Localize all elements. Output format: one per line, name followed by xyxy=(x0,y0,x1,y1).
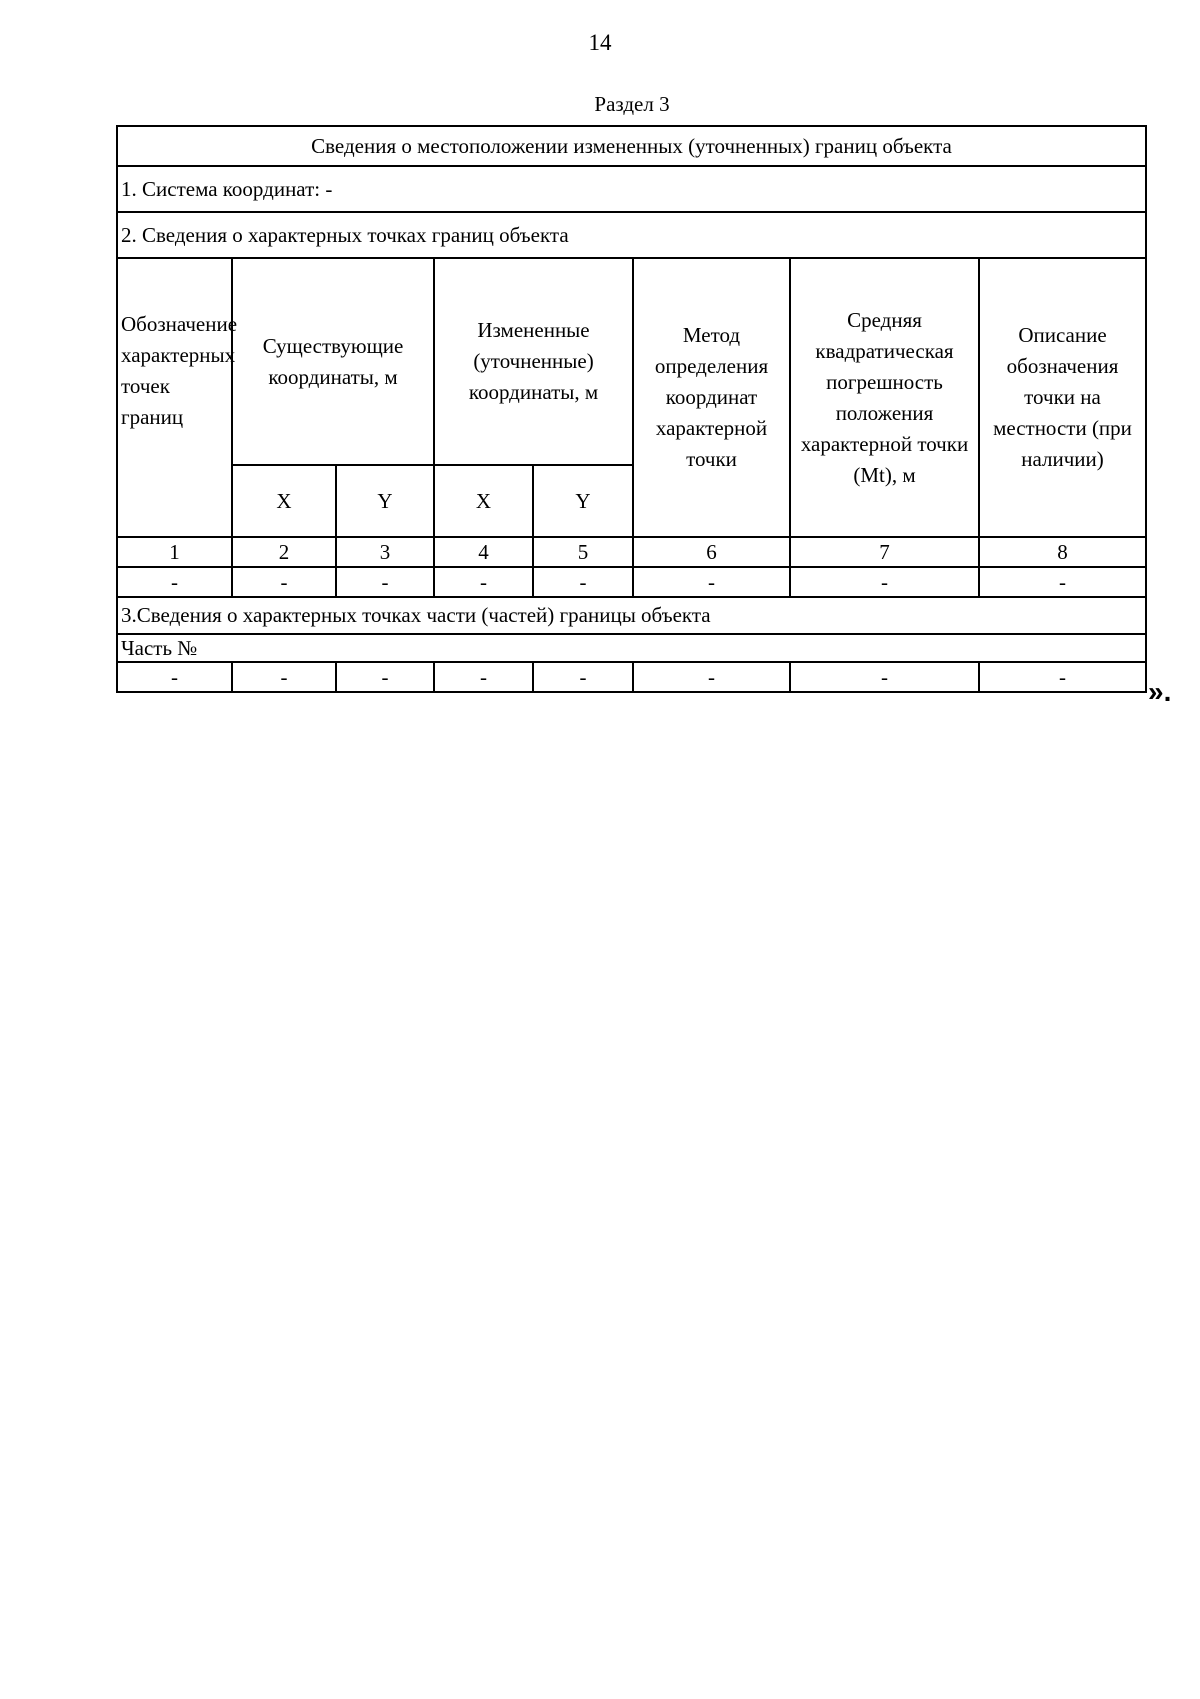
header-changed: Измененные (уточненные) координаты, м xyxy=(434,258,633,465)
boundary-points-table xyxy=(116,125,1147,693)
column-number: 1 xyxy=(117,537,232,567)
coord-system: 1. Система координат: - xyxy=(117,166,1146,212)
table-cell: - xyxy=(979,567,1146,597)
table-cell: - xyxy=(232,662,336,692)
column-number: 6 xyxy=(633,537,790,567)
table-cell: - xyxy=(117,567,232,597)
column-number: 7 xyxy=(790,537,979,567)
points-heading: 2. Сведения о характерных точках границ объекта xyxy=(117,212,1146,258)
column-numbers-row xyxy=(117,537,1146,567)
parts-heading: 3.Сведения о характерных точках части (частей) границы объекта xyxy=(117,597,1146,634)
column-number: 3 xyxy=(336,537,434,567)
column-number: 2 xyxy=(232,537,336,567)
table-cell: - xyxy=(979,662,1146,692)
table-cell: - xyxy=(533,662,633,692)
table-cell: - xyxy=(232,567,336,597)
header-designation: Обозначение характерных точек границ xyxy=(117,258,232,537)
header-x-changed: X xyxy=(434,465,533,537)
header-y-changed: Y xyxy=(533,465,633,537)
table-cell: - xyxy=(790,662,979,692)
table-cell: - xyxy=(434,567,533,597)
table-cell: - xyxy=(633,567,790,597)
table-cell: - xyxy=(336,662,434,692)
header-method: Метод определения координат характерной точки xyxy=(633,258,790,537)
table-cell: - xyxy=(117,662,232,692)
part-label: Часть № xyxy=(117,634,1146,662)
section-title: Раздел 3 xyxy=(594,92,670,116)
header-error: Средняя квадратическая погрешность положения характерной точки (Mt), м xyxy=(790,258,979,537)
table-row xyxy=(117,662,1146,692)
closing-quote-mark: ». xyxy=(1148,676,1172,707)
table-cell: - xyxy=(533,567,633,597)
table-title: Сведения о местоположении измененных (уточненных) границ объекта xyxy=(117,126,1146,166)
table-cell: - xyxy=(336,567,434,597)
table-cell: - xyxy=(790,567,979,597)
table-cell: - xyxy=(633,662,790,692)
header-x-existing: X xyxy=(232,465,336,537)
column-number: 5 xyxy=(533,537,633,567)
page-number: 14 xyxy=(588,30,612,55)
header-y-existing: Y xyxy=(336,465,434,537)
column-number: 4 xyxy=(434,537,533,567)
column-number: 8 xyxy=(979,537,1146,567)
header-description: Описание обозначения точки на местности (при наличии) xyxy=(979,258,1146,537)
table-cell: - xyxy=(434,662,533,692)
header-existing: Существующие координаты, м xyxy=(232,258,434,465)
table-row xyxy=(117,567,1146,597)
